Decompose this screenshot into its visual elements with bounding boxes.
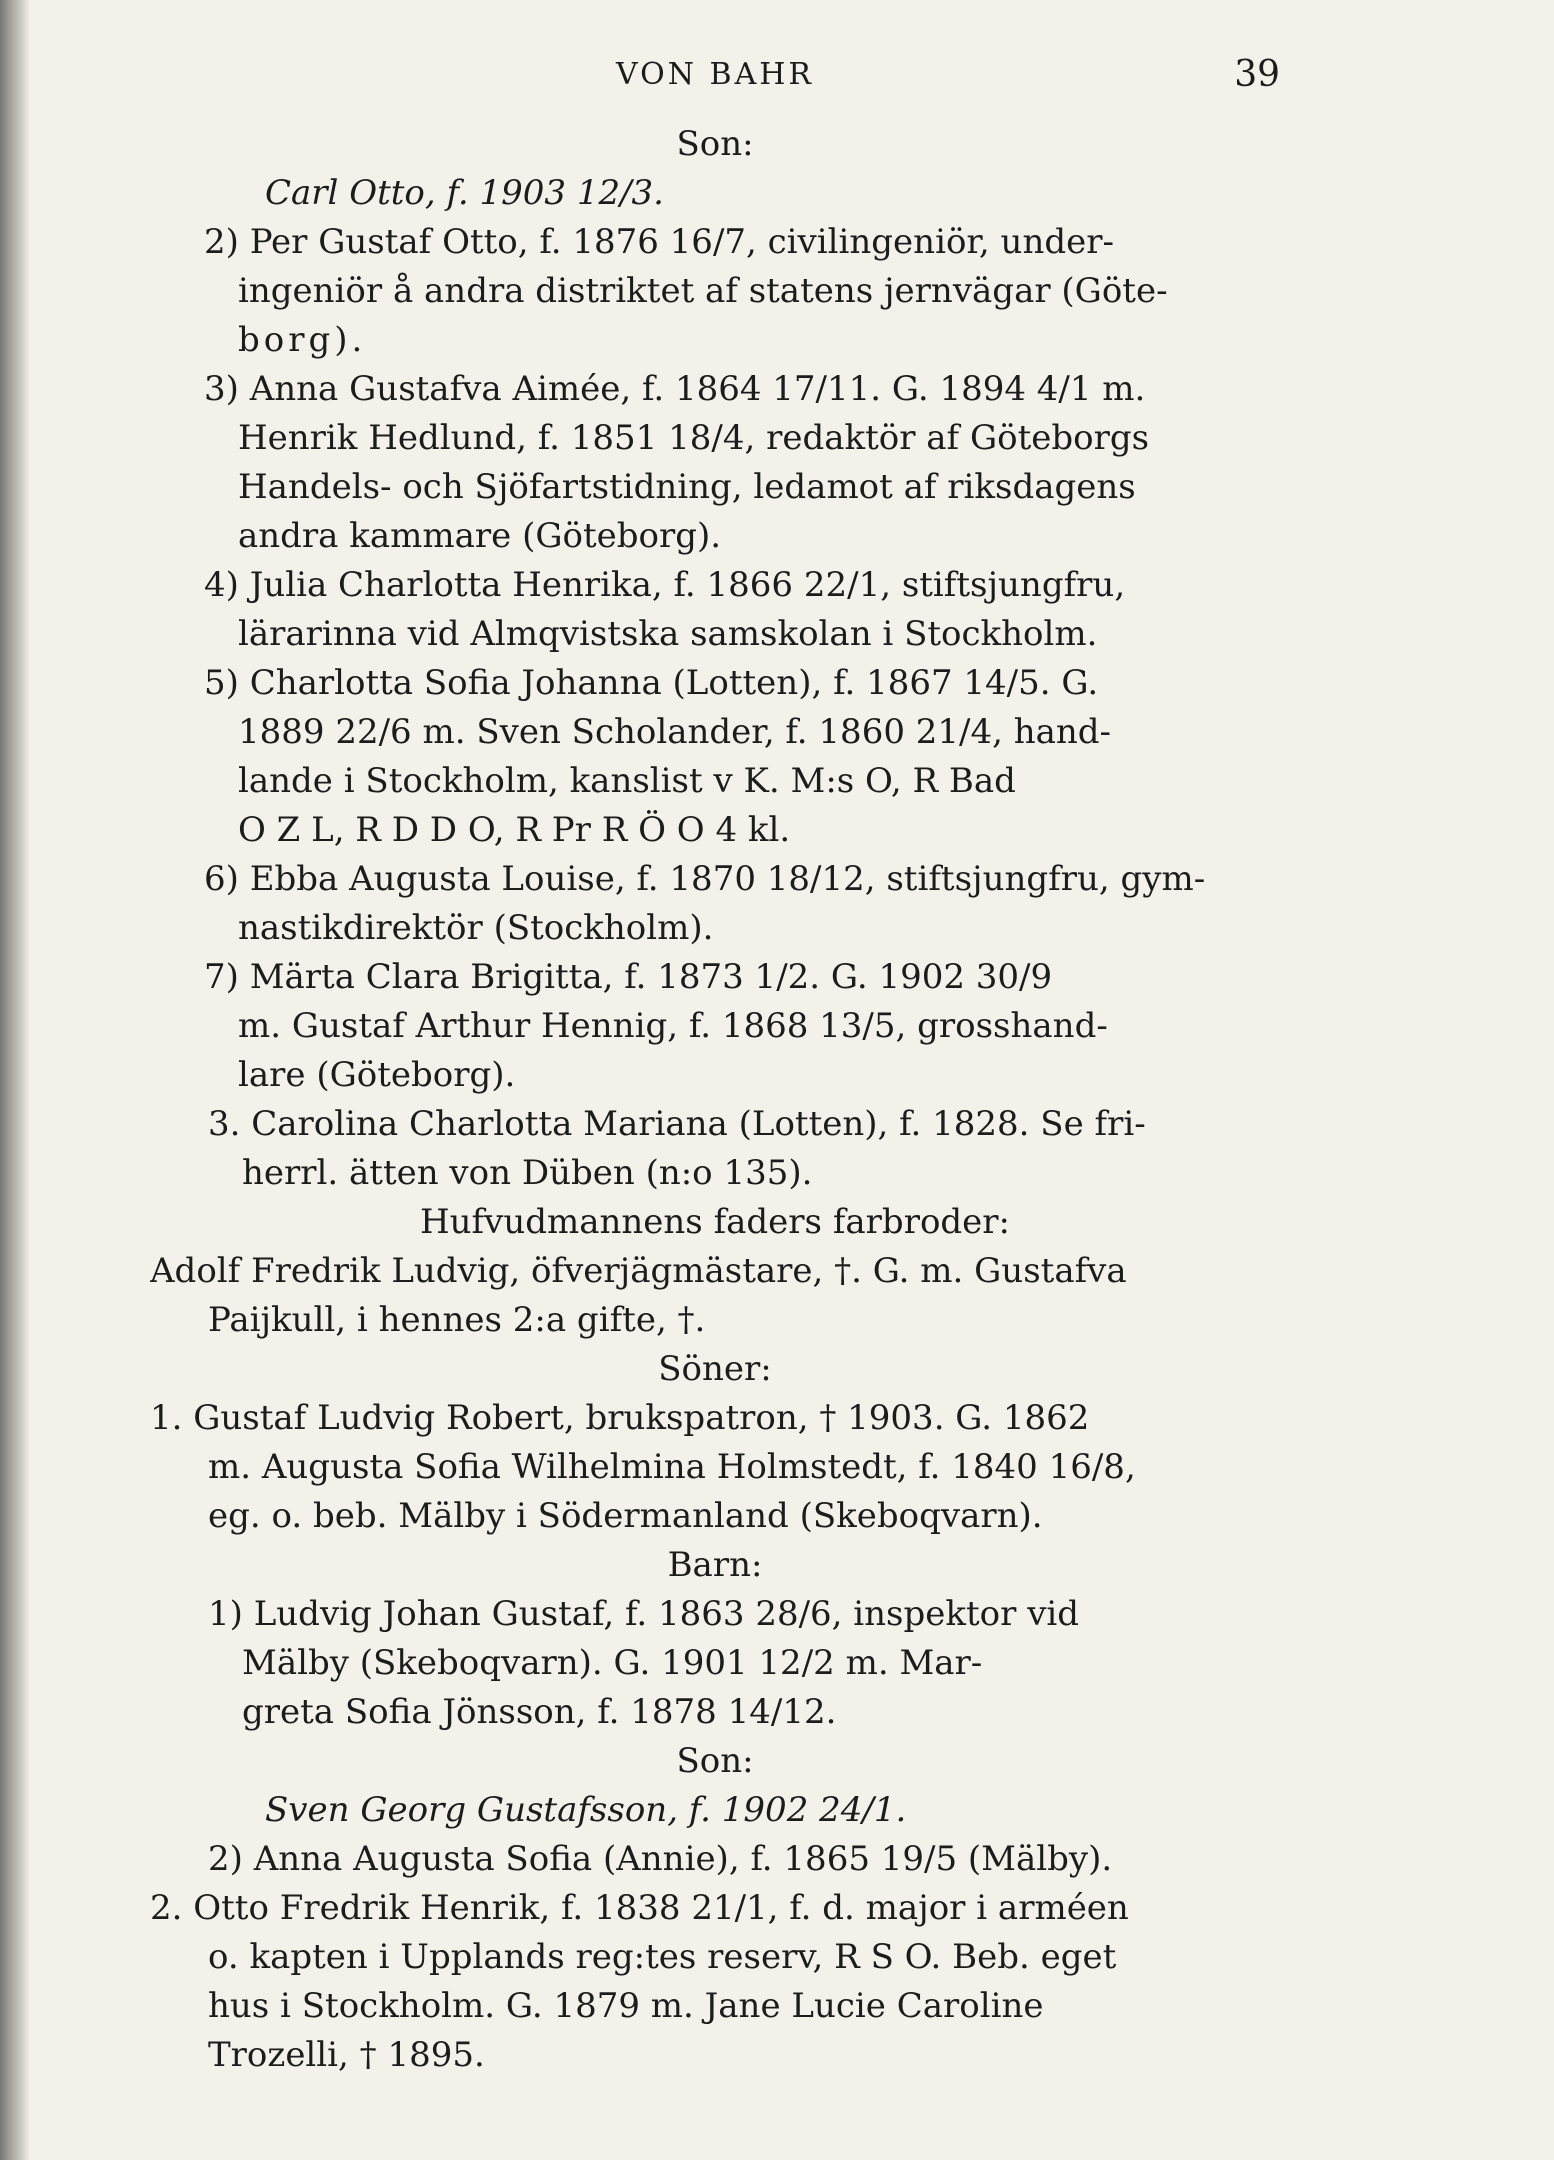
text-line: o. kapten i Upplands reg:tes reserv, R S O. Beb. eget xyxy=(208,1937,1117,1977)
text-line: 4) Julia Charlotta Henrika, f. 1866 22/1, stiftsjungfru, xyxy=(204,565,1126,605)
page-number: 39 xyxy=(1234,54,1280,95)
text-line: 6) Ebba Augusta Louise, f. 1870 18/12, stiftsjungfru, gym- xyxy=(204,859,1206,899)
text-line: 2) Anna Augusta Sofia (Annie), f. 1865 19/5 (Mälby). xyxy=(208,1839,1113,1879)
text-line: 5) Charlotta Sofia Johanna (Lotten), f. 1867 14/5. G. xyxy=(204,663,1099,703)
text-line: Adolf Fredrik Ludvig, öfverjägmästare, †. G. m. Gustafva xyxy=(150,1251,1127,1291)
text-line: Carl Otto, f. 1903 12/3. xyxy=(265,173,664,213)
text-line: nastikdirektör (Stockholm). xyxy=(238,908,714,948)
section-heading: Barn: xyxy=(667,1545,763,1585)
text-line: Sven Georg Gustafsson, f. 1902 24/1. xyxy=(265,1790,907,1830)
running-header xyxy=(150,50,1280,120)
text-line: borg). xyxy=(238,320,367,360)
text-line: 7) Märta Clara Brigitta, f. 1873 1/2. G. 1902 30/9 xyxy=(204,957,1053,997)
text-line: eg. o. beb. Mälby i Södermanland (Skeboqvarn). xyxy=(208,1496,1043,1536)
text-line: Paijkull, i hennes 2:a gifte, †. xyxy=(208,1300,706,1340)
text-line: 1) Ludvig Johan Gustaf, f. 1863 28/6, inspektor vid xyxy=(208,1594,1080,1634)
text-line: 3. Carolina Charlotta Mariana (Lotten), f. 1828. Se fri- xyxy=(208,1104,1146,1144)
section-heading: Son: xyxy=(676,124,754,164)
text-line: Mälby (Skeboqvarn). G. 1901 12/2 m. Mar- xyxy=(242,1643,983,1683)
text-line: 2. Otto Fredrik Henrik, f. 1838 21/1, f. d. major i arméen xyxy=(150,1888,1129,1928)
text-line: m. Gustaf Arthur Hennig, f. 1868 13/5, grosshand- xyxy=(238,1006,1108,1046)
text-line: herrl. ätten von Düben (n:o 135). xyxy=(242,1153,813,1193)
text-line: lare (Göteborg). xyxy=(238,1055,516,1095)
text-line: ingeniör å andra distriktet af statens jernvägar (Göte- xyxy=(238,271,1168,311)
page-title: VON BAHR xyxy=(616,57,814,92)
section-heading: Hufvudmannens faders farbroder: xyxy=(419,1202,1011,1242)
section-heading: Son: xyxy=(676,1741,754,1781)
text-line: 1. Gustaf Ludvig Robert, brukspatron, † 1903. G. 1862 xyxy=(150,1398,1090,1438)
text-line: m. Augusta Sofia Wilhelmina Holmstedt, f. 1840 16/8, xyxy=(208,1447,1136,1487)
text-line: 2) Per Gustaf Otto, f. 1876 16/7, civilingeniör, under- xyxy=(204,222,1114,262)
text-line: Handels- och Sjöfartstidning, ledamot af riksdagens xyxy=(238,467,1136,507)
book-binding-edge xyxy=(0,0,30,2160)
text-line: O Z L, R D D O, R Pr R Ö O 4 kl. xyxy=(238,810,791,850)
text-line: andra kammare (Göteborg). xyxy=(238,516,722,556)
section-heading: Söner: xyxy=(658,1349,772,1389)
text-line: lande i Stockholm, kanslist v K. M:s O, R Bad xyxy=(238,761,1016,801)
book-page xyxy=(150,50,1280,2110)
text-line: Henrik Hedlund, f. 1851 18/4, redaktör af Göteborgs xyxy=(238,418,1150,458)
text-line: Trozelli, † 1895. xyxy=(208,2035,485,2075)
text-line: 1889 22/6 m. Sven Scholander, f. 1860 21/4, hand- xyxy=(238,712,1112,752)
text-line: hus i Stockholm. G. 1879 m. Jane Lucie Caroline xyxy=(208,1986,1044,2026)
text-line: lärarinna vid Almqvistska samskolan i Stockholm. xyxy=(238,614,1098,654)
text-line: 3) Anna Gustafva Aimée, f. 1864 17/11. G. 1894 4/1 m. xyxy=(204,369,1146,409)
text-line: greta Sofia Jönsson, f. 1878 14/12. xyxy=(242,1692,837,1732)
